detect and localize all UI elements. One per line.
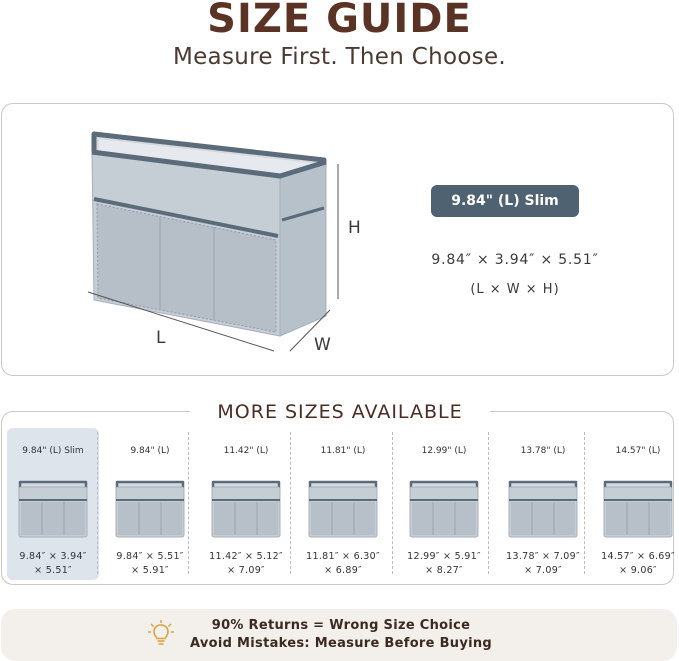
size-option-label: 14.57" (L)	[615, 446, 661, 456]
size-option[interactable]	[297, 428, 389, 580]
column-divider	[584, 432, 585, 574]
size-option-height: × 8.27″	[425, 565, 463, 576]
size-option[interactable]	[398, 428, 490, 580]
size-option-height: × 7.09″	[227, 565, 265, 576]
size-option-dims: 12.99″ × 5.91″	[407, 551, 481, 562]
organizer-thumbnail-icon	[113, 476, 187, 544]
size-option[interactable]	[104, 428, 196, 580]
column-divider	[188, 432, 189, 574]
size-option-label: 13.78" (L)	[520, 446, 566, 456]
size-option-label: 11.42" (L)	[223, 446, 269, 456]
width-label: W	[314, 335, 331, 355]
size-option-label: 9.84" (L)	[130, 446, 170, 456]
organizer-thumbnail-icon	[506, 476, 580, 544]
hero-dimensions-legend: (L × W × H)	[470, 282, 560, 297]
size-option-dims: 13.78″ × 7.09″	[506, 551, 580, 562]
organizer-thumbnail-icon	[601, 476, 675, 544]
more-sizes-title: MORE SIZES AVAILABLE	[190, 398, 490, 426]
size-option-label: 11.81" (L)	[320, 446, 366, 456]
organizer-thumbnail-icon	[16, 476, 90, 544]
page-subtitle: Measure First. Then Choose.	[172, 44, 507, 70]
size-option-height: × 5.51″	[34, 565, 72, 576]
organizer-thumbnail-icon	[209, 476, 283, 544]
page-title: SIZE GUIDE	[207, 0, 472, 42]
selected-size-badge: 9.84" (L) Slim	[431, 185, 579, 217]
size-option[interactable]	[200, 428, 292, 580]
column-divider	[488, 432, 489, 574]
size-option[interactable]	[592, 428, 679, 580]
size-option-height: × 5.91″	[131, 565, 169, 576]
size-option-label: 9.84" (L) Slim	[22, 446, 84, 456]
organizer-thumbnail-icon	[407, 476, 481, 544]
column-divider	[392, 432, 393, 574]
size-option[interactable]	[497, 428, 589, 580]
hero-panel	[1, 103, 674, 376]
size-option-dims: 11.81″ × 6.30″	[306, 551, 380, 562]
size-option-dims: 11.42″ × 5.12″	[209, 551, 283, 562]
organizer-illustration	[2, 104, 675, 377]
size-option-dims: 9.84″ × 3.94″	[19, 551, 87, 562]
size-option-dims: 14.57″ × 6.69″	[601, 551, 675, 562]
hero-dimensions: 9.84″ × 3.94″ × 5.51″	[431, 252, 599, 268]
organizer-thumbnail-icon	[306, 476, 380, 544]
lightbulb-icon	[148, 620, 174, 648]
column-divider	[97, 432, 98, 574]
size-option-height: × 6.89″	[324, 565, 362, 576]
footer-banner	[1, 609, 677, 661]
size-option-height: × 9.06″	[619, 565, 657, 576]
column-divider	[290, 432, 291, 574]
length-label: L	[156, 328, 166, 348]
footer-line-2: Avoid Mistakes: Measure Before Buying	[189, 636, 493, 651]
footer-line-1: 90% Returns = Wrong Size Choice	[211, 618, 471, 633]
size-option[interactable]	[7, 428, 99, 580]
height-label: H	[348, 218, 361, 238]
size-option-label: 12.99" (L)	[421, 446, 467, 456]
size-option-height: × 7.09″	[524, 565, 562, 576]
size-option-dims: 9.84″ × 5.51″	[116, 551, 184, 562]
